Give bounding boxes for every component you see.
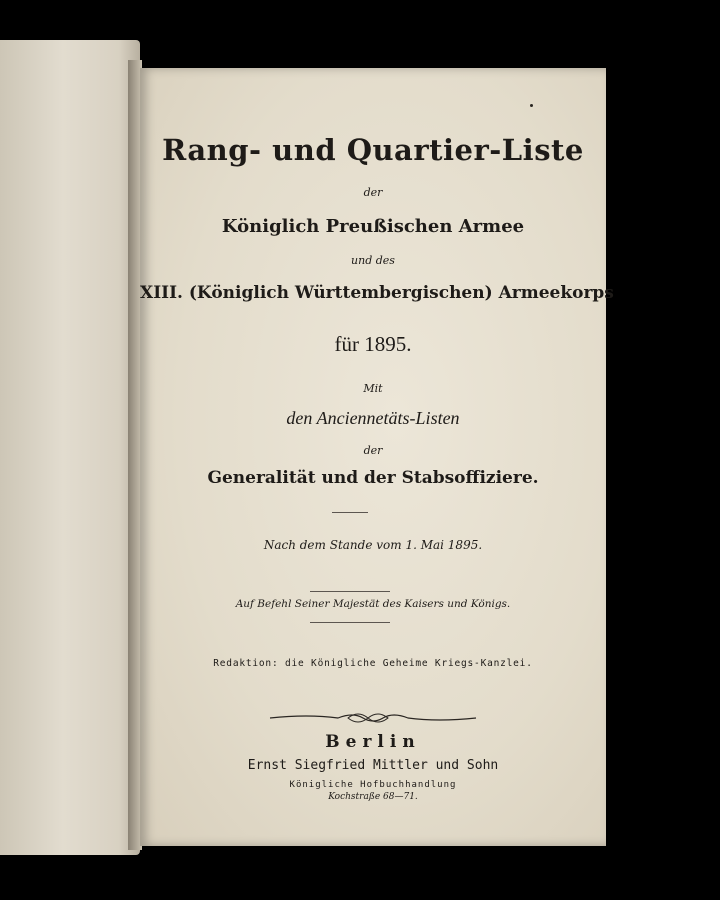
hofbuchhandlung-line: Königliche Hofbuchhandlung xyxy=(289,780,457,790)
army-name: Königlich Preußischen Armee xyxy=(221,216,525,237)
address-line: Kochstraße 68—71. xyxy=(328,792,418,802)
divider-rule xyxy=(310,591,390,592)
divider-rule xyxy=(310,622,390,623)
ornament-divider xyxy=(268,710,478,726)
anciennitaet-line: den Anciennetäts-Listen xyxy=(286,408,460,428)
title-page xyxy=(140,68,614,846)
generalitaet-line: Generalität und der Stabsoffiziere. xyxy=(207,468,539,488)
connector-und-des: und des xyxy=(351,254,395,267)
year-line: für 1895. xyxy=(334,332,412,356)
mit-line: Mit xyxy=(363,382,383,395)
paper-speck xyxy=(530,104,533,107)
book-title: Rang- und Quartier-Liste xyxy=(162,133,584,167)
left-page xyxy=(0,40,140,855)
connector-der: der xyxy=(363,186,383,199)
befehl-line: Auf Befehl Seiner Majestät des Kaisers und Königs. xyxy=(235,598,511,610)
korps-name: XIII. (Königlich Württembergischen) Armeekorps xyxy=(140,283,614,303)
city-line: Berlin xyxy=(325,732,421,752)
stand-line: Nach dem Stande vom 1. Mai 1895. xyxy=(263,538,483,552)
publisher-line: Ernst Siegfried Mittler und Sohn xyxy=(247,758,499,773)
redaktion-line: Redaktion: die Königliche Geheime Kriegs-Kanzlei. xyxy=(213,658,533,669)
divider-rule xyxy=(332,512,368,513)
connector-der-2: der xyxy=(363,444,383,457)
